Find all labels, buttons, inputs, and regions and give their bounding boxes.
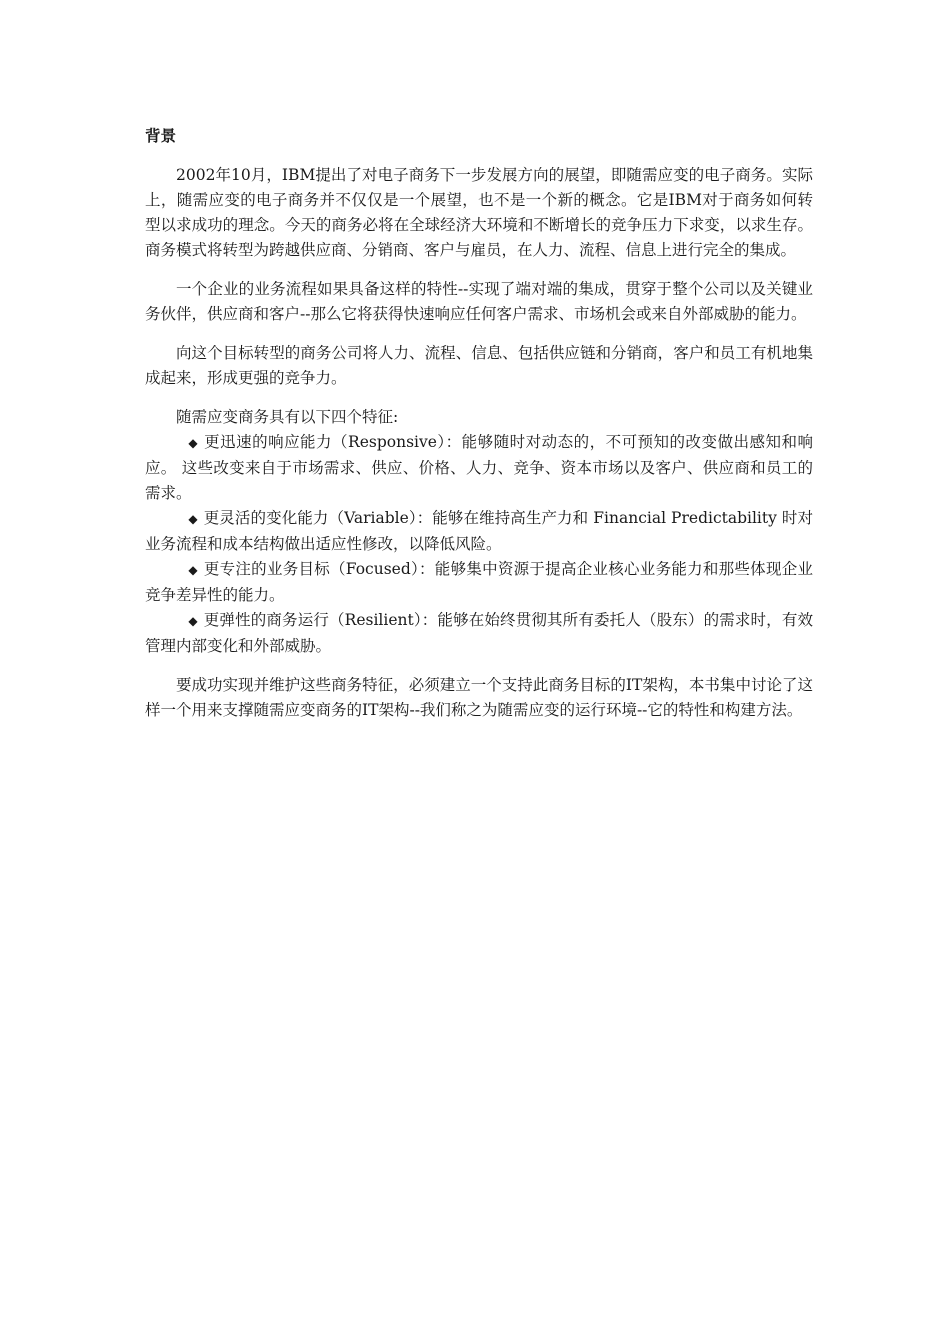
section-heading: 背景 bbox=[145, 127, 177, 145]
paragraph-transformation: 向这个目标转型的商务公司将人力、流程、信息、包括供应链和分销商，客户和员工有机地集成起来，形成更强的竞争力。 bbox=[145, 344, 813, 387]
feature-text: 更迅速的响应能力（Responsive）：能够随时对动态的，不可预知的改变做出感知和响应。 这些改变来自于市场需求、供应、价格、人力、竞争、资本市场以及客户、供应商和员工的需求。 bbox=[145, 433, 813, 502]
feature-item-variable bbox=[145, 506, 813, 557]
feature-text: 更灵活的变化能力（Variable）：能够在维持高生产力和 Financial Predictability 时对业务流程和成本结构做出适应性修改，以降低风险。 bbox=[145, 509, 813, 553]
feature-text: 更弹性的商务运行（Resilient）：能够在始终贯彻其所有委托人（股东）的需求时，有效管理内部变化和外部威胁。 bbox=[145, 611, 813, 655]
document-body bbox=[145, 124, 813, 737]
features-intro: 随需应变商务具有以下四个特征: bbox=[176, 408, 399, 426]
feature-text: 更专注的业务目标（Focused）：能够集中资源于提高企业核心业务能力和那些体现企业竞争差异性的能力。 bbox=[145, 560, 813, 604]
diamond-bullet-icon: ◆ bbox=[188, 436, 198, 450]
diamond-bullet-icon: ◆ bbox=[188, 614, 198, 628]
diamond-bullet-icon: ◆ bbox=[188, 563, 198, 577]
paragraph-intro: 2002年10月，IBM提出了对电子商务下一步发展方向的展望，即随需应变的电子商务。实际上，随需应变的电子商务并不仅仅是一个展望，也不是一个新的概念。它是IBM对于商务如何转型以求成功的理念。今天的商务必将在全球经济大环境和不断增长的竞争压力下求变，以求生存。 商务模式将转型为跨越供应商、分销商、客户与雇员，在人力、流程、信息上进行完全的集成。 bbox=[145, 166, 813, 259]
feature-item-resilient bbox=[145, 608, 813, 659]
paragraph-closing: 要成功实现并维护这些商务特征，必须建立一个支持此商务目标的IT架构，本书集中讨论了这样一个用来支撑随需应变商务的IT架构--我们称之为随需应变的运行环境--它的特性和构建方法。 bbox=[145, 676, 813, 719]
diamond-bullet-icon: ◆ bbox=[188, 512, 198, 526]
feature-item-responsive bbox=[145, 430, 813, 506]
paragraph-process: 一个企业的业务流程如果具备这样的特性--实现了端对端的集成，贯穿于整个公司以及关键业务伙伴，供应商和客户--那么它将获得快速响应任何客户需求、市场机会或来自外部威胁的能力。 bbox=[145, 280, 813, 323]
feature-item-focused bbox=[145, 557, 813, 608]
